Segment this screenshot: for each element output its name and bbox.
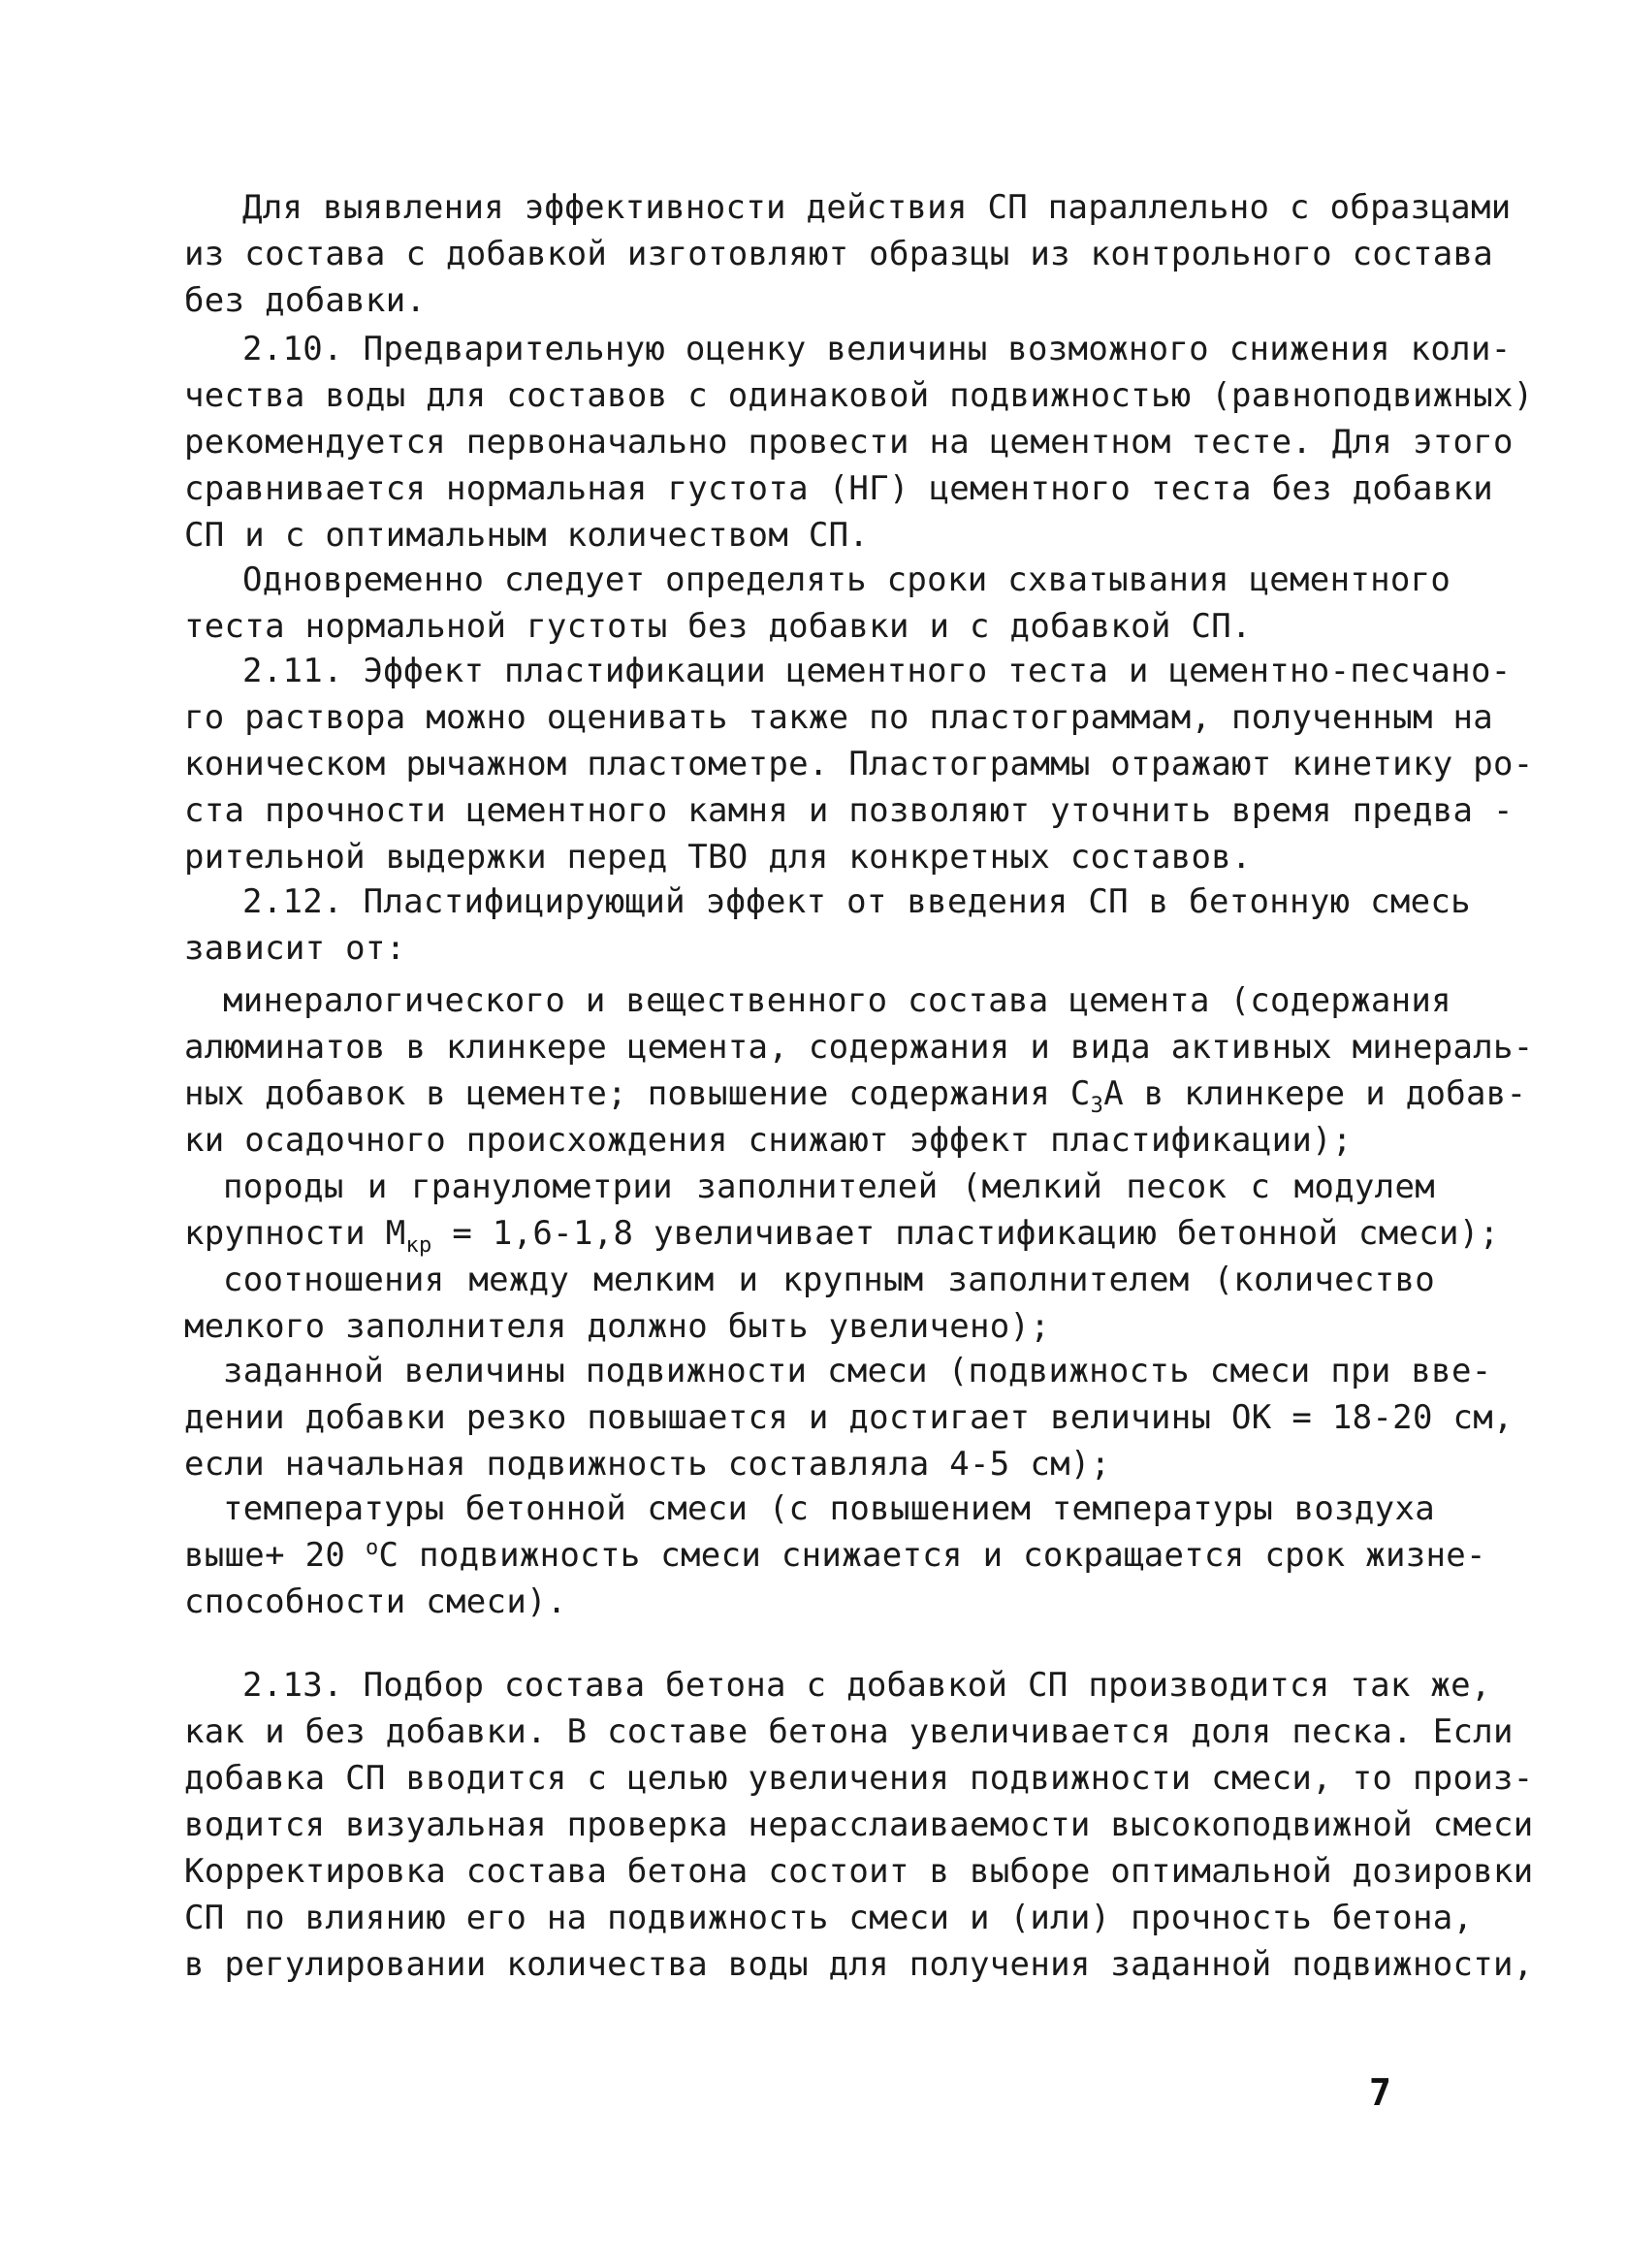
text-line: 2.12. Пластифицирующий эффект от введения СП в бетонную смесь: [242, 882, 1471, 921]
list-item-aggregate-grading: [184, 1164, 1500, 1258]
text-line: теста нормальной густоты без добавки и с добавкой СП.: [184, 607, 1252, 646]
text-line: дении добавки резко повышается и достигает величины ОК = 18-20 см,: [184, 1398, 1514, 1437]
text-line: мелкого заполнителя должно быть увеличено);: [184, 1307, 1051, 1346]
subscript: кр: [405, 1233, 432, 1258]
paragraph-setting-time: [184, 557, 1451, 650]
text-line: коническом рычажном пластометре. Пластограммы отражают кинетику ро-: [184, 745, 1534, 783]
page-number: 7: [1369, 2071, 1392, 2114]
text-fragment: крупности М: [184, 1214, 406, 1253]
text-line: рекомендуется первоначально провести на цементном тесте. Для этого: [184, 423, 1514, 462]
subscript: 3: [1090, 1094, 1104, 1118]
text-line: сравнивается нормальная густота (НГ) цементного теста без добавки: [184, 469, 1494, 508]
text-line: как и без добавки. В составе бетона увеличивается доля песка. Если: [184, 1712, 1514, 1751]
text-line: Для выявления эффективности действия СП параллельно с образцами: [242, 188, 1512, 227]
text-line: из состава с добавкой изготовляют образцы из контрольного состава: [184, 235, 1494, 273]
text-line: заданной величины подвижности смеси (подвижность смеси при вве-: [223, 1352, 1492, 1390]
text-line: 2.11. Эффект пластификации цементного теста и цементно-песчано-: [242, 652, 1512, 690]
text-line: го раствора можно оценивать также по пластограммам, полученным на: [184, 698, 1494, 737]
text-line: зависит от:: [184, 929, 406, 968]
text-fragment: ных добавок в цементе; повышение содержания С: [184, 1074, 1091, 1113]
text-line: алюминатов в клинкере цемента, содержания и вида активных минераль-: [184, 1028, 1534, 1067]
list-item-aggregate-ratio: [184, 1257, 1435, 1350]
text-line: если начальная подвижность составляла 4-5 см);: [184, 1445, 1111, 1484]
text-line: без добавки.: [184, 281, 427, 320]
text-line: рительной выдержки перед ТВО для конкретных составов.: [184, 838, 1252, 877]
text-line: ста прочности цементного камня и позволяют уточнить время предва -: [184, 791, 1514, 830]
paragraph-2-13: [184, 1662, 1534, 1988]
text-line-with-subscript: [184, 1070, 1527, 1118]
paragraph-2-10: [184, 326, 1534, 559]
degree-superscript: о: [365, 1536, 379, 1560]
text-fragment: выше+ 20: [184, 1536, 366, 1575]
text-line: температуры бетонной смеси (с повышением температуры воздуха: [223, 1489, 1435, 1528]
text-line: породы и гранулометрии заполнителей (мелкий песок с модулем: [223, 1167, 1435, 1206]
text-line: СП и с оптимальным количеством СП.: [184, 516, 870, 555]
list-item-temperature: [184, 1485, 1486, 1625]
text-line: в регулировании количества воды для получения заданной подвижности,: [184, 1945, 1534, 1984]
paragraph-2-11: [184, 648, 1534, 880]
text-line: соотношения между мелким и крупным заполнителем (количество: [223, 1261, 1435, 1299]
list-item-mineralogical: [184, 977, 1534, 1164]
text-line: добавка СП вводится с целью увеличения подвижности смеси, то произ-: [184, 1759, 1534, 1798]
text-line: 2.10. Предварительную оценку величины возможного снижения коли-: [242, 330, 1512, 368]
text-line: Одновременно следует определять сроки схватывания цементного: [242, 560, 1451, 599]
text-fragment: А в клинкере и добав-: [1103, 1074, 1527, 1113]
text-line: минералогического и вещественного состава цемента (содержания: [223, 981, 1451, 1020]
text-line: ки осадочного происхождения снижают эффект пластификации);: [184, 1121, 1353, 1160]
text-line: водится визуальная проверка нерасслаиваемости высокоподвижной смеси: [184, 1805, 1534, 1844]
text-line-with-superscript: [184, 1532, 1486, 1579]
text-line: СП по влиянию его на подвижность смеси и (или) прочность бетона,: [184, 1899, 1474, 1937]
paragraph-2-12: [184, 878, 1471, 972]
text-line: способности смеси).: [184, 1582, 567, 1621]
text-fragment: = 1,6-1,8 увеличивает пластификацию бетонной смеси);: [431, 1214, 1500, 1253]
text-line: чества воды для составов с одинаковой подвижностью (равноподвижных): [184, 376, 1534, 415]
text-line: Корректировка состава бетона состоит в выборе оптимальной дозировки: [184, 1852, 1534, 1891]
text-line: 2.13. Подбор состава бетона с добавкой СП производится так же,: [242, 1666, 1491, 1705]
paragraph-control-samples: [184, 184, 1512, 324]
list-item-workability: [184, 1348, 1514, 1487]
text-fragment: С подвижность смеси снижается и сокращается срок жизне-: [378, 1536, 1486, 1575]
text-line-with-subscript: [184, 1210, 1500, 1258]
